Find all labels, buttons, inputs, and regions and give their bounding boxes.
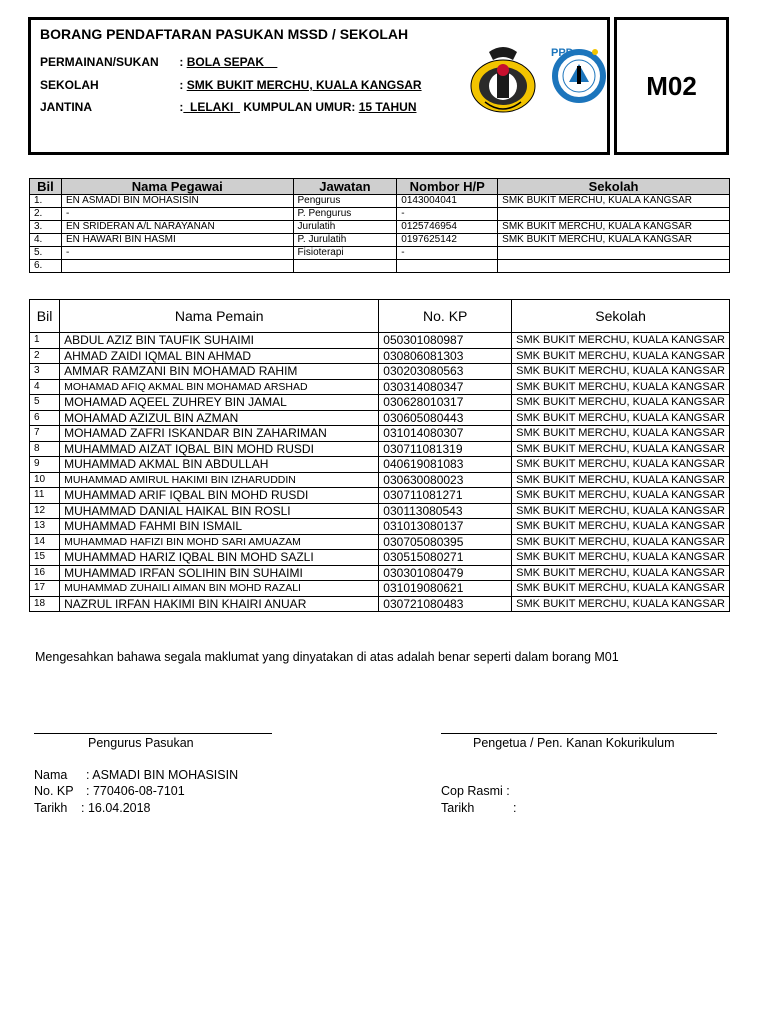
form-code: M02 bbox=[646, 70, 697, 101]
tarikh-value: : 16.04.2018 bbox=[81, 801, 151, 815]
jantina-label: JANTINA bbox=[40, 100, 93, 114]
tarikh-right-colon: : bbox=[513, 801, 517, 815]
player-nokp: 030203080563 bbox=[379, 364, 512, 380]
player-row bbox=[30, 488, 730, 504]
player-nama: MOHAMAD AZIZUL BIN AZMAN bbox=[60, 410, 379, 426]
player-sekolah: SMK BUKIT MERCHU, KUALA KANGSAR bbox=[512, 426, 730, 442]
player-nama: MUHAMMAD ZUHAILI AIMAN BIN MOHD RAZALI bbox=[60, 581, 379, 597]
officials-header-sekolah: Sekolah bbox=[498, 179, 730, 195]
player-sekolah: SMK BUKIT MERCHU, KUALA KANGSAR bbox=[512, 364, 730, 380]
player-nokp: 040619081083 bbox=[379, 457, 512, 473]
player-sekolah: SMK BUKIT MERCHU, KUALA KANGSAR bbox=[512, 457, 730, 473]
player-row bbox=[30, 333, 730, 349]
players-header-nama: Nama Pemain bbox=[60, 300, 379, 333]
player-nokp: 030721080483 bbox=[379, 596, 512, 612]
ppd-logo bbox=[547, 42, 607, 114]
nokp-label: No. KP bbox=[34, 784, 74, 798]
player-bil: 6 bbox=[30, 410, 60, 426]
sekolah-row: SEKOLAH : SMK BUKIT MERCHU, KUALA KANGSAR bbox=[40, 78, 422, 92]
player-nokp: 031014080307 bbox=[379, 426, 512, 442]
player-nokp: 030113080543 bbox=[379, 503, 512, 519]
player-sekolah: SMK BUKIT MERCHU, KUALA KANGSAR bbox=[512, 488, 730, 504]
player-row bbox=[30, 565, 730, 581]
sekolah-value: SMK BUKIT MERCHU, KUALA KANGSAR bbox=[186, 78, 422, 92]
official-bil: 4. bbox=[30, 234, 62, 247]
kumpulan-value: 15 TAHUN bbox=[358, 100, 417, 114]
player-nama: MUHAMMAD AIZAT IQBAL BIN MOHD RUSDI bbox=[60, 441, 379, 457]
officials-row bbox=[30, 195, 730, 208]
kumpulan-label: KUMPULAN UMUR: bbox=[243, 100, 356, 114]
player-bil: 2 bbox=[30, 348, 60, 364]
official-nombor: - bbox=[397, 247, 498, 260]
player-nokp: 031013080137 bbox=[379, 519, 512, 535]
player-row bbox=[30, 534, 730, 550]
officials-table bbox=[29, 178, 730, 273]
player-nokp: 030301080479 bbox=[379, 565, 512, 581]
official-nama: - bbox=[61, 208, 293, 221]
tarikh-right-label: Tarikh bbox=[441, 801, 475, 815]
player-nama: NAZRUL IRFAN HAKIMI BIN KHAIRI ANUAR bbox=[60, 596, 379, 612]
official-nombor: 0143004041 bbox=[397, 195, 498, 208]
player-nama: MUHAMMAD HAFIZI BIN MOHD SARI AMUAZAM bbox=[60, 534, 379, 550]
official-nama: - bbox=[61, 247, 293, 260]
player-sekolah: SMK BUKIT MERCHU, KUALA KANGSAR bbox=[512, 395, 730, 411]
player-nokp: 031019080621 bbox=[379, 581, 512, 597]
form-title: BORANG PENDAFTARAN PASUKAN MSSD / SEKOLAH bbox=[40, 26, 409, 42]
player-nama: MUHAMMAD AKMAL BIN ABDULLAH bbox=[60, 457, 379, 473]
official-jawatan: Jurulatih bbox=[293, 221, 397, 234]
player-nama: AHMAD ZAIDI IQMAL BIN AHMAD bbox=[60, 348, 379, 364]
player-sekolah: SMK BUKIT MERCHU, KUALA KANGSAR bbox=[512, 410, 730, 426]
player-nama: MUHAMMAD HARIZ IQBAL BIN MOHD SAZLI bbox=[60, 550, 379, 566]
player-nokp: 030628010317 bbox=[379, 395, 512, 411]
form-code-box bbox=[614, 17, 729, 155]
official-sekolah bbox=[498, 260, 730, 273]
ppd-logo-text: PPD bbox=[551, 47, 574, 59]
nama-label: Nama bbox=[34, 768, 68, 782]
official-sekolah: SMK BUKIT MERCHU, KUALA KANGSAR bbox=[498, 234, 730, 247]
player-row bbox=[30, 410, 730, 426]
officials-row bbox=[30, 221, 730, 234]
players-header-row bbox=[30, 300, 730, 333]
players-table bbox=[29, 299, 730, 612]
official-sekolah bbox=[498, 247, 730, 260]
official-bil: 2. bbox=[30, 208, 62, 221]
player-row bbox=[30, 441, 730, 457]
official-nombor: 0125746954 bbox=[397, 221, 498, 234]
player-sekolah: SMK BUKIT MERCHU, KUALA KANGSAR bbox=[512, 596, 730, 612]
permainan-value: BOLA SEPAK bbox=[186, 55, 265, 69]
player-nama: MUHAMMAD ARIF IQBAL BIN MOHD RUSDI bbox=[60, 488, 379, 504]
player-bil: 5 bbox=[30, 395, 60, 411]
players-header-sekolah: Sekolah bbox=[512, 300, 730, 333]
official-nama: EN SRIDERAN A/L NARAYANAN bbox=[61, 221, 293, 234]
permainan-label: PERMAINAN/SUKAN bbox=[40, 55, 159, 69]
player-nama: MUHAMMAD FAHMI BIN ISMAIL bbox=[60, 519, 379, 535]
official-sekolah bbox=[498, 208, 730, 221]
player-bil: 3 bbox=[30, 364, 60, 380]
player-nama: AMMAR RAMZANI BIN MOHAMAD RAHIM bbox=[60, 364, 379, 380]
player-row bbox=[30, 581, 730, 597]
jantina-value: LELAKI bbox=[190, 100, 234, 114]
permainan-row: PERMAINAN/SUKAN : BOLA SEPAK bbox=[40, 55, 265, 69]
player-bil: 1 bbox=[30, 333, 60, 349]
confirmation-text: Mengesahkan bahawa segala maklumat yang dinyatakan di atas adalah benar seperti dalam borang M01 bbox=[35, 650, 619, 664]
official-nama: EN HAWARI BIN HASMI bbox=[61, 234, 293, 247]
officials-row bbox=[30, 247, 730, 260]
player-nokp: 030806081303 bbox=[379, 348, 512, 364]
player-nokp: 030711081271 bbox=[379, 488, 512, 504]
player-sekolah: SMK BUKIT MERCHU, KUALA KANGSAR bbox=[512, 472, 730, 488]
player-row bbox=[30, 596, 730, 612]
player-bil: 8 bbox=[30, 441, 60, 457]
player-bil: 16 bbox=[30, 565, 60, 581]
officials-header-nombor: Nombor H/P bbox=[397, 179, 498, 195]
officials-row bbox=[30, 260, 730, 273]
players-header-bil: Bil bbox=[30, 300, 60, 333]
player-bil: 17 bbox=[30, 581, 60, 597]
officials-header-bil: Bil bbox=[30, 179, 62, 195]
official-jawatan bbox=[293, 260, 397, 273]
player-nokp: 050301080987 bbox=[379, 333, 512, 349]
player-bil: 12 bbox=[30, 503, 60, 519]
jantina-row: JANTINA : LELAKI KUMPULAN UMUR: 15 TAHUN bbox=[40, 100, 417, 114]
nama-value: : ASMADI BIN MOHASISIN bbox=[86, 768, 239, 782]
officials-row bbox=[30, 234, 730, 247]
official-sekolah: SMK BUKIT MERCHU, KUALA KANGSAR bbox=[498, 221, 730, 234]
officials-header-nama: Nama Pegawai bbox=[61, 179, 293, 195]
officials-row bbox=[30, 208, 730, 221]
official-bil: 5. bbox=[30, 247, 62, 260]
player-nama: MOHAMAD AFIQ AKMAL BIN MOHAMAD ARSHAD bbox=[60, 379, 379, 395]
player-nokp: 030314080347 bbox=[379, 379, 512, 395]
player-bil: 14 bbox=[30, 534, 60, 550]
officials-header-jawatan: Jawatan bbox=[293, 179, 397, 195]
player-bil: 15 bbox=[30, 550, 60, 566]
player-row bbox=[30, 519, 730, 535]
official-nama bbox=[61, 260, 293, 273]
tarikh-label: Tarikh bbox=[34, 801, 68, 815]
player-sekolah: SMK BUKIT MERCHU, KUALA KANGSAR bbox=[512, 519, 730, 535]
players-header-nokp: No. KP bbox=[379, 300, 512, 333]
player-nama: MOHAMAD ZAFRI ISKANDAR BIN ZAHARIMAN bbox=[60, 426, 379, 442]
player-sekolah: SMK BUKIT MERCHU, KUALA KANGSAR bbox=[512, 441, 730, 457]
player-nokp: 030705080395 bbox=[379, 534, 512, 550]
player-sekolah: SMK BUKIT MERCHU, KUALA KANGSAR bbox=[512, 565, 730, 581]
player-nama: MUHAMMAD IRFAN SOLIHIN BIN SUHAIMI bbox=[60, 565, 379, 581]
player-row bbox=[30, 472, 730, 488]
official-jawatan: Fisioterapi bbox=[293, 247, 397, 260]
right-signature-role: Pengetua / Pen. Kanan Kokurikulum bbox=[473, 736, 675, 750]
player-sekolah: SMK BUKIT MERCHU, KUALA KANGSAR bbox=[512, 503, 730, 519]
sekolah-label: SEKOLAH bbox=[40, 78, 99, 92]
player-sekolah: SMK BUKIT MERCHU, KUALA KANGSAR bbox=[512, 333, 730, 349]
player-bil: 18 bbox=[30, 596, 60, 612]
player-nama: ABDUL AZIZ BIN TAUFIK SUHAIMI bbox=[60, 333, 379, 349]
official-nombor: 0197625142 bbox=[397, 234, 498, 247]
player-nokp: 030630080023 bbox=[379, 472, 512, 488]
official-sekolah: SMK BUKIT MERCHU, KUALA KANGSAR bbox=[498, 195, 730, 208]
player-row bbox=[30, 364, 730, 380]
player-bil: 13 bbox=[30, 519, 60, 535]
left-signature-line bbox=[34, 733, 272, 734]
nokp-value: : 770406-08-7101 bbox=[86, 784, 185, 798]
official-nama: EN ASMADI BIN MOHASISIN bbox=[61, 195, 293, 208]
player-nama: MOHAMAD AQEEL ZUHREY BIN JAMAL bbox=[60, 395, 379, 411]
player-row bbox=[30, 395, 730, 411]
player-nokp: 030605080443 bbox=[379, 410, 512, 426]
player-row bbox=[30, 348, 730, 364]
player-sekolah: SMK BUKIT MERCHU, KUALA KANGSAR bbox=[512, 581, 730, 597]
player-bil: 9 bbox=[30, 457, 60, 473]
player-row bbox=[30, 379, 730, 395]
official-jawatan: P. Pengurus bbox=[293, 208, 397, 221]
player-bil: 7 bbox=[30, 426, 60, 442]
official-bil: 6. bbox=[30, 260, 62, 273]
player-bil: 10 bbox=[30, 472, 60, 488]
player-sekolah: SMK BUKIT MERCHU, KUALA KANGSAR bbox=[512, 550, 730, 566]
player-nokp: 030515080271 bbox=[379, 550, 512, 566]
player-row bbox=[30, 503, 730, 519]
player-bil: 4 bbox=[30, 379, 60, 395]
player-row bbox=[30, 550, 730, 566]
player-sekolah: SMK BUKIT MERCHU, KUALA KANGSAR bbox=[512, 534, 730, 550]
official-jawatan: Pengurus bbox=[293, 195, 397, 208]
official-bil: 1. bbox=[30, 195, 62, 208]
right-signature-line bbox=[441, 733, 717, 734]
player-sekolah: SMK BUKIT MERCHU, KUALA KANGSAR bbox=[512, 348, 730, 364]
player-nama: MUHAMMAD DANIAL HAIKAL BIN ROSLI bbox=[60, 503, 379, 519]
left-signature-role: Pengurus Pasukan bbox=[88, 736, 194, 750]
official-bil: 3. bbox=[30, 221, 62, 234]
officials-header-row bbox=[30, 179, 730, 195]
official-jawatan: P. Jurulatih bbox=[293, 234, 397, 247]
player-row bbox=[30, 426, 730, 442]
official-nombor: - bbox=[397, 208, 498, 221]
player-row bbox=[30, 457, 730, 473]
official-nombor bbox=[397, 260, 498, 273]
form-header bbox=[28, 17, 610, 155]
player-nokp: 030711081319 bbox=[379, 441, 512, 457]
player-bil: 11 bbox=[30, 488, 60, 504]
player-sekolah: SMK BUKIT MERCHU, KUALA KANGSAR bbox=[512, 379, 730, 395]
cop-rasmi-label: Cop Rasmi : bbox=[441, 784, 510, 798]
player-nama: MUHAMMAD AMIRUL HAKIMI BIN IZHARUDDIN bbox=[60, 472, 379, 488]
state-crest-logo bbox=[467, 40, 539, 116]
